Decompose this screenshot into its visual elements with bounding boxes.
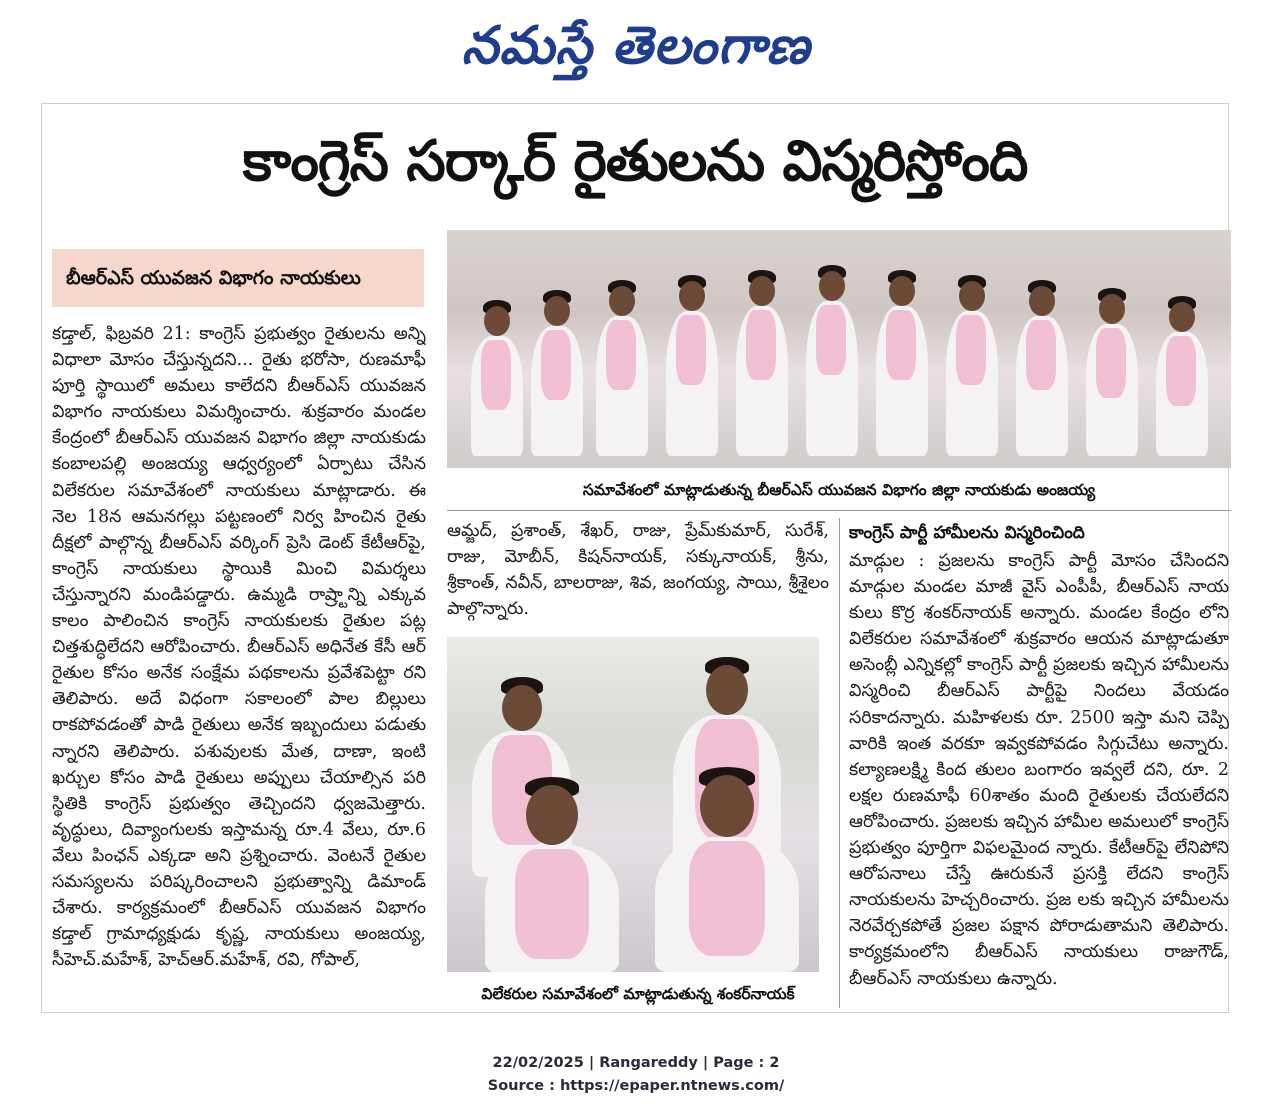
- right-column-subhead: కాంగ్రెస్ పార్టీ హామీలను విస్మరించింది: [849, 523, 1085, 543]
- newspaper-masthead: నమస్తే తెలంగాణ: [461, 16, 811, 76]
- group-photo-caption: సమావేశంలో మాట్లాడుతున్న బీఆర్ఎస్ యువజన విభాగం జిల్లా నాయకుడు అంజయ్య: [582, 481, 1096, 499]
- leaders-photo: [447, 637, 819, 972]
- article-kicker: బీఆర్ఎస్ యువజన విభాగం నాయకులు: [52, 249, 424, 307]
- leaders-photo-caption: విలేకరుల సమావేశంలో మాట్లాడుతున్న శంకర్‌నాయక్: [481, 985, 795, 1003]
- right-column-body: మాడ్గుల : ప్రజలను కాంగ్రెస్ పార్టీ మోసం చేసిందని మాడ్గుల మండల మాజీ వైస్ ఎంపీపీ, బీఆర్ఎస్ నాయ కులు కొర్ర శంకర్‌నాయక్ అన్నారు. మండల కేంద్రం లోని విలేకరుల సమావేశంలో శుక్రవారం ఆయన మాట్లాడుతూ అసెంబ్లీ ఎన్నికల్లో కాంగ్రెస్ పార్టీ ప్రజలకు ఇచ్చిన హామీలను విస్మరించి బీఆర్ఎస్ పార్టీపై నిందలు వేయడం సరికాదన్నారు. మహిళలకు రూ. 2500 ఇస్తా మని చెప్పి వారికి ఇంత వరకూ ఇవ్వకపోవడం సిగ్గుచేటు అన్నారు. కల్యాణలక్ష్మి కింద తులం బంగారం ఇవ్వలే దని, రూ. 2 లక్షల రుణమాఫీ 60శాతం మంది రైతులకు చేయలేదని ఆరోపించారు. ప్రజలకు ఇచ్చిన హామీల అమలులో కాంగ్రెస్ ప్రభుత్వం పూర్తిగా విఫలమైంద న్నారు. కేటీఆర్‌పై లేనిపోని ఆరోపనాలు చేస్తే ఊరుకునే ప్రసక్తి లేదని కాంగ్రెస్ నాయకులను హెచ్చరించారు. ప్రజ లకు ఇచ్చిన హామీలను నెరవేర్చకపోతే ప్రజల పక్షాన పోరాడుతామని తెలిపారు. కార్యక్రమంలోని బీఆర్ఎస్ నాయకులు రాజుగౌడ్, బీఆర్ఎస్ నాయకులు ఉన్నారు.: [849, 551, 1229, 989]
- column-divider: [839, 518, 840, 1008]
- article-headline: కాంగ్రెస్ సర్కార్ రైతులను విస్మరిస్తోంది: [242, 129, 1028, 194]
- edition-info: 22/02/2025 | Rangareddy | Page : 2: [492, 1055, 780, 1071]
- left-column-body: కడ్తాల్, ఫిబ్రవరి 21: కాంగ్రెస్ ప్రభుత్వం రైతులను అన్ని విధాలా మోసం చేస్తున్నదని... రైతు భరోసా, రుణమాఫీ పూర్తి స్థాయిలో అమలు కాలేదని బీఆర్ఎస్ యువజన విభాగం నాయకులు విమర్శించారు. శుక్రవారం మండల కేంద్రంలో బీఆర్ఎస్ యువజన విభాగం జిల్లా నాయకుడు కంబాలపల్లి అంజయ్య ఆధ్వర్యంలో ఏర్పాటు చేసిన విలేకరుల సమావేశంలో నాయకులు మాట్లాడారు. ఈ నెల 18న ఆమనగల్లు పట్టణంలో నిర్వ హించిన రైతు దీక్షలో పాల్గొన్న బీఆర్ఎస్ వర్కింగ్ ప్రెసి డెంట్ కేటీఆర్‌పై, కాంగ్రెస్ నాయకులు స్థాయికి మించి విమర్శలు చేస్తున్నారని మండిపడ్డారు. ఉమ్మడి రాష్ర్టాన్ని ఎక్కువ కాలం పాలించిన కాంగ్రెస్ నాయకులకు రైతుల పట్ల చిత్తశుద్ధిలేదని ఆరోపించారు. బీఆర్ఎస్ అధినేత కేసీ ఆర్ రైతుల కోసం అనేక సంక్షేమ పథకాలను ప్రవేశపెట్టా రని తెలిపారు. అదే విధంగా సకాలంలో పాల బిల్లులు రాకపోవడంతో పాడి రైతులు అనేక ఇబ్బందులు పడుతు న్నారని తెలిపారు. పశువులకు మేత, దాణా, ఇంటి ఖర్చుల కోసం పాడి రైతులు అప్పులు చేయాల్సిన పరి స్థితికి కాంగ్రెస్ ప్రభుత్వం తెచ్చిందని ధ్వజమెత్తారు. వృద్ధులు, దివ్యాంగులకు ఇస్తామన్న రూ.4 వేలు, రూ.6 వేలు పింఛన్ ఎక్కడా అని ప్రశ్నించారు. వెంటనే రైతుల సమస్యలను పరిష్కరించాలని ప్రభుత్వాన్ని డిమాండ్ చేశారు. కార్యక్రమంలో బీఆర్ఎస్ యువజన విభాగం కడ్తాల్ గ్రామాధ్యక్షుడు కృష్ణ, నాయకులు అంజయ్య, సీహెచ్.మహేశ్, హెచ్ఆర్.మహేశ్, రవి, గోపాల్,: [52, 324, 426, 971]
- group-photo: [447, 230, 1231, 468]
- caption-divider: [447, 510, 1231, 511]
- source-link[interactable]: Source : https://epaper.ntnews.com/: [487, 1078, 785, 1094]
- middle-column-body: ఆమ్జద్, ప్రశాంత్, శేఖర్, రాజు, ప్రేమ్‌కుమార్, సురేశ్, రాజు, మోబీన్, కిషన్‌నాయక్, సక్కునాయక్, శ్రీను, శ్రీకాంత్, నవీన్, బాలరాజు, శివ, జంగయ్య, సాయి, శ్రీశైలం పాల్గొన్నారు.: [447, 521, 829, 620]
